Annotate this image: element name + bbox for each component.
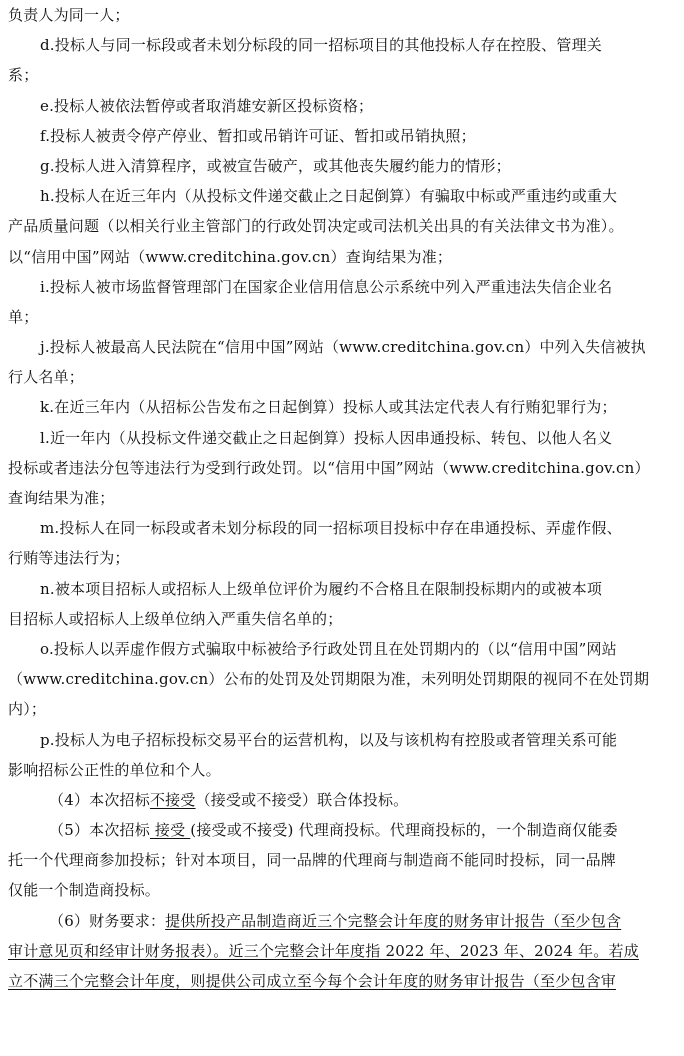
text-line: （www.creditchina.gov.cn）公布的处罚及处罚期限为准，未列明处罚期限的视同不在处罚期 xyxy=(8,670,650,689)
text-segment: （6）财务要求： xyxy=(49,911,166,930)
text-line xyxy=(8,936,682,966)
text-line: j.投标人被最高人民法院在“信用中国”网站（www.creditchina.gov.cn）中列入失信被执 xyxy=(40,338,646,357)
text-line: 内）； xyxy=(8,700,47,719)
text-line: 投标或者违法分包等违法行为受到行政处罚。以“信用中国”网站（www.creditchina.gov.cn） xyxy=(8,458,650,477)
text-line: f.投标人被责令停产停业、暂扣或吊销许可证、暂扣或吊销执照； xyxy=(40,126,476,145)
text-line: 以“信用中国”网站（www.creditchina.gov.cn）查询结果为准； xyxy=(8,247,453,266)
text-line: p.投标人为电子招标投标交易平台的运营机构，以及与该机构有控股或者管理关系可能 xyxy=(40,730,618,749)
underlined-text: 审计意见页和经审计财务报表）。近三个完整会计年度指 2022 年、2023 年、2024 年。若成 xyxy=(8,941,639,960)
text-line: n.被本项目招标人或招标人上级单位评价为履约不合格且在限制投标期内的或被本项 xyxy=(40,579,603,598)
text-line: m.投标人在同一标段或者未划分标段的同一招标项目投标中存在串通投标、弄虚作假、 xyxy=(40,519,622,538)
text-line: 影响招标公正性的单位和个人。 xyxy=(8,760,221,779)
text-line: g.投标人进入清算程序，或被宣告破产，或其他丧失履约能力的情形； xyxy=(40,156,511,175)
text-line: 单； xyxy=(8,307,39,326)
text-line: 目招标人或招标人上级单位纳入严重失信名单的； xyxy=(8,609,343,628)
text-line: l.近一年内（从投标文件递交截止之日起倒算）投标人因串通投标、转包、以他人名义 xyxy=(40,428,613,447)
text-line xyxy=(8,785,682,815)
text-line: e.投标人被依法暂停或者取消雄安新区投标资格； xyxy=(40,96,374,115)
text-line: d.投标人与同一标段或者未划分标段的同一招标项目的其他投标人存在控股、管理关 xyxy=(40,36,602,55)
text-line: 仅能一个制造商投标。 xyxy=(8,881,161,900)
underlined-text: 立不满三个完整会计年度，则提供公司成立至今每个会计年度的财务审计报告（至少包含审 xyxy=(8,972,617,990)
text-segment: （5）本次招标 xyxy=(49,821,150,840)
text-line xyxy=(8,815,682,845)
text-line: i.投标人被市场监督管理部门在国家企业信用信息公示系统中列入严重违法失信企业名 xyxy=(40,277,613,296)
text-line: 行贿等违法行为； xyxy=(8,549,130,568)
text-line: 行人名单； xyxy=(8,368,85,387)
text-line: 产品质量问题（以相关行业主管部门的行政处罚决定或司法机关出具的有关法律文书为准）。 xyxy=(8,217,624,236)
text-line: k.在近三年内（从招标公告发布之日起倒算）投标人或其法定代表人有行贿犯罪行为； xyxy=(40,398,617,417)
text-line: 系； xyxy=(8,66,39,85)
text-line xyxy=(8,966,682,996)
underlined-text: 接受 xyxy=(149,821,191,840)
text-segment: （4）本次招标 xyxy=(49,790,150,809)
text-segment: （接受或不接受）联合体投标。 xyxy=(195,790,409,809)
underlined-text: 不接受 xyxy=(149,790,196,809)
text-line: h.投标人在近三年内（从投标文件递交截止之日起倒算）有骗取中标或严重违约或重大 xyxy=(40,187,618,206)
text-line: 托一个代理商参加投标；针对本项目，同一品牌的代理商与制造商不能同时投标，同一品牌 xyxy=(8,851,617,870)
underlined-text: 提供所投产品制造商近三个完整会计年度的财务审计报告（至少包含 xyxy=(165,911,622,930)
text-line: o.投标人以弄虚作假方式骗取中标被给予行政处罚且在处罚期内的（以“信用中国”网站 xyxy=(40,639,617,658)
text-line: 查询结果为准； xyxy=(8,489,115,507)
text-segment: (接受或不接受) 代理商投标。代理商投标的，一个制造商仅能委 xyxy=(190,821,618,840)
text-line: 负责人为同一人； xyxy=(8,6,130,24)
text-line xyxy=(8,906,682,936)
